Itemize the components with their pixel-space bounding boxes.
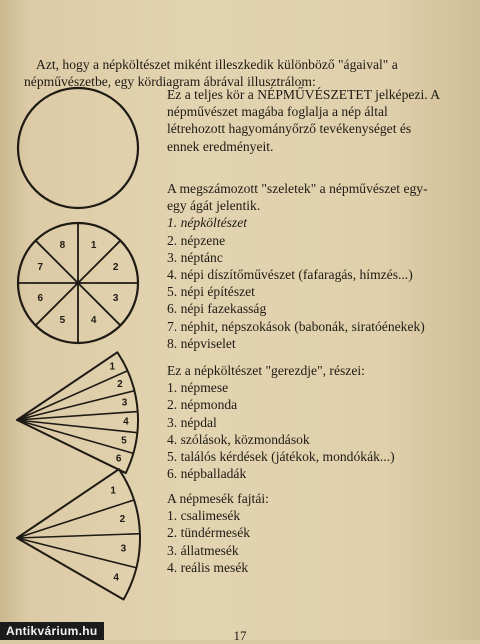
fan-label: 6 xyxy=(115,453,122,465)
fan-label: 2 xyxy=(117,379,123,391)
full-circle xyxy=(18,88,138,208)
list-item: 1. népköltészet xyxy=(167,215,248,231)
list-item: 3. állatmesék xyxy=(167,542,239,558)
slice-label: 7 xyxy=(37,261,44,273)
folk-tales-fan xyxy=(17,469,140,599)
folk-poetry-heading: Ez a népköltészet "gerezdje", részei: xyxy=(167,363,365,378)
fan-label: 3 xyxy=(121,397,128,409)
fan-label: 1 xyxy=(109,361,116,373)
slice-label: 5 xyxy=(59,315,66,327)
fan-label: 1 xyxy=(110,485,116,497)
list-item: 3. népdal xyxy=(167,414,217,430)
list-item: 4. reális mesék xyxy=(167,559,249,575)
list-item: 8. népviselet xyxy=(167,335,236,351)
list-item: 4. népi díszítőművészet (fafaragás, hímzés...) xyxy=(167,267,413,283)
list-item: 4. szólások, közmondások xyxy=(167,431,310,447)
list-item: 2. népmonda xyxy=(167,397,238,413)
fan-label: 4 xyxy=(123,416,129,428)
list-item: 6. népi fazekasság xyxy=(167,301,267,317)
folk-tales-heading: A népmesék fajtái: xyxy=(167,491,269,506)
fan-divider xyxy=(17,371,128,420)
watermark: Antikvárium.hu xyxy=(0,622,104,640)
fan-label: 5 xyxy=(121,435,127,447)
list-item: 3. néptánc xyxy=(167,249,223,265)
page-number: 17 xyxy=(233,628,247,643)
slice-label: 2 xyxy=(112,261,119,273)
list-item: 2. népzene xyxy=(167,232,226,248)
list-item: 6. népballadák xyxy=(167,466,247,482)
list-item: 1. népmese xyxy=(167,380,229,396)
slice-label: 8 xyxy=(59,239,66,251)
fan-divider xyxy=(17,420,137,433)
slice-label: 6 xyxy=(37,293,44,305)
branches-heading: A megszámozott "szeletek" a népművészet egy-egy ágát jelentik. xyxy=(167,181,428,214)
fan-divider xyxy=(17,500,134,538)
pie-divider xyxy=(78,283,120,325)
slice-label: 3 xyxy=(112,293,119,305)
list-item: 2. tündérmesék xyxy=(167,525,251,541)
circle-desc-pre: Ez a teljes kör a xyxy=(167,87,258,102)
fan-divider xyxy=(17,538,136,568)
pie-divider xyxy=(36,283,78,325)
fan-label: 2 xyxy=(119,513,126,525)
circle-desc-highlight: NÉPMŰVÉSZETET xyxy=(257,87,372,102)
list-item: 5. találós kérdések (játékok, mondókák...) xyxy=(167,449,395,465)
list-item: 5. népi építészet xyxy=(167,284,255,300)
folk-poetry-fan xyxy=(17,352,138,473)
fan-label: 4 xyxy=(113,572,119,584)
circle-desc-post: jelképezi. A népművészet magába foglalja a nép által létrehozott hagyományőrző tevékenységet és ennek eredményeit. xyxy=(167,87,440,154)
list-item: 1. csalimesék xyxy=(167,508,241,524)
sliced-circle xyxy=(18,223,138,343)
fan-divider xyxy=(17,534,140,538)
fan-label: 3 xyxy=(120,543,127,555)
intro-paragraph: Azt, hogy a népköltészet miként illeszkedik különböző "ágaival" a népművészetbe, egy kördiagram ábrával illusztrálom: xyxy=(24,56,398,89)
slice-label: 1 xyxy=(90,239,97,251)
slice-label: 4 xyxy=(90,315,97,327)
list-item: 7. néphit, népszokások (babonák, siratóénekek) xyxy=(167,318,425,334)
